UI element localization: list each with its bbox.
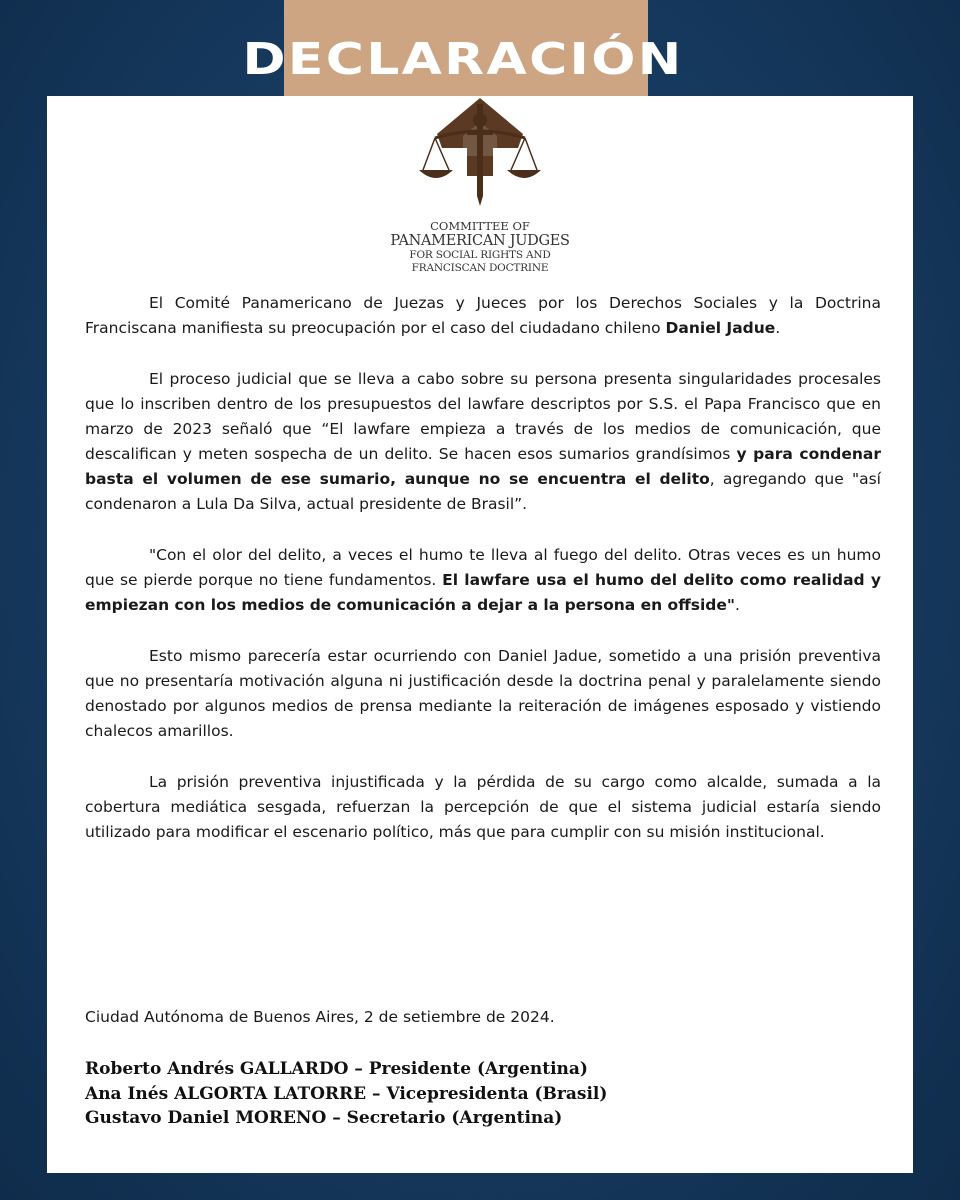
logo-line: FOR SOCIAL RIGHTS AND xyxy=(409,249,551,261)
paragraph-1 xyxy=(85,291,881,341)
paragraph-text: . xyxy=(775,319,781,337)
paragraph-text: El Comité Panamericano de Juezas y Jueces por los Derechos Sociales y la Doctrina Franciscana manifiesta su preocupación por el caso del ciudadano chileno xyxy=(85,294,881,337)
scales-of-justice-icon xyxy=(415,96,545,220)
signatures-block xyxy=(85,1057,881,1131)
paragraph-bold-text: Daniel Jadue xyxy=(665,319,776,337)
paragraph-3 xyxy=(85,543,881,618)
logo-line: PANAMERICAN JUDGES xyxy=(390,233,570,249)
paragraph-text: , agregando que "así condenaron a Lula Da Silva, actual presidente de Brasil”. xyxy=(85,470,881,513)
signature-line: Roberto Andrés GALLARDO – Presidente (Argentina) xyxy=(85,1059,588,1079)
declaration-document xyxy=(47,96,913,1173)
committee-logo xyxy=(377,96,583,274)
page-title: DECLARACIÓN xyxy=(242,34,684,85)
paragraph-text: La prisión preventiva injustificada y la pérdida de su cargo como alcalde, sumada a la cobertura mediática sesgada, refuerzan la percepción de que el sistema judicial estaría siendo utilizado para modificar el escenario político, más que para cumplir con su misión institucional. xyxy=(85,773,881,841)
logo-line: COMMITTEE OF xyxy=(430,219,530,233)
paragraph-text: . xyxy=(734,596,740,614)
paragraph-text: Esto mismo parecería estar ocurriendo con Daniel Jadue, sometido a una prisión preventiva que no presentaría motivación alguna ni justificación desde la doctrina penal y paralelamente siendo denostado por algunos medios de prensa mediante la reiteración de imágenes esposado y vistiendo chalecos amarillos. xyxy=(85,647,881,740)
declaration-body xyxy=(85,291,881,871)
place-and-date: Ciudad Autónoma de Buenos Aires, 2 de setiembre de 2024. xyxy=(85,1008,555,1026)
paragraph-5 xyxy=(85,770,881,845)
logo-line: FRANCISCAN DOCTRINE xyxy=(411,262,549,274)
paragraph-bold-text: El lawfare usa el humo del delito como realidad y empiezan con los medios de comunicación a dejar a la persona en offside" xyxy=(85,571,881,614)
paragraph-text: El proceso judicial que se lleva a cabo sobre su persona presenta singularidades procesales que lo inscriben dentro de los presupuestos del lawfare descriptos por S.S. el Papa Francisco que en marzo de 2023 señaló que “El lawfare empieza a través de los medios de comunicación, que descalifican y meten sospecha de un delito. Se hacen esos sumarios grandísimos xyxy=(85,370,881,463)
paragraph-bold-text: y para condenar basta el volumen de ese sumario, aunque no se encuentra el delito xyxy=(85,445,881,488)
logo-wordmark xyxy=(377,220,583,275)
paragraph-4 xyxy=(85,644,881,744)
paragraph-text: "Con el olor del delito, a veces el humo te lleva al fuego del delito. Otras veces es un humo que se pierde porque no tiene fundamentos. xyxy=(85,546,881,589)
paragraph-2 xyxy=(85,367,881,517)
signature-line: Ana Inés ALGORTA LATORRE – Vicepresidenta (Brasil) xyxy=(85,1083,608,1104)
signature-line: Gustavo Daniel MORENO – Secretario (Argentina) xyxy=(85,1108,563,1128)
